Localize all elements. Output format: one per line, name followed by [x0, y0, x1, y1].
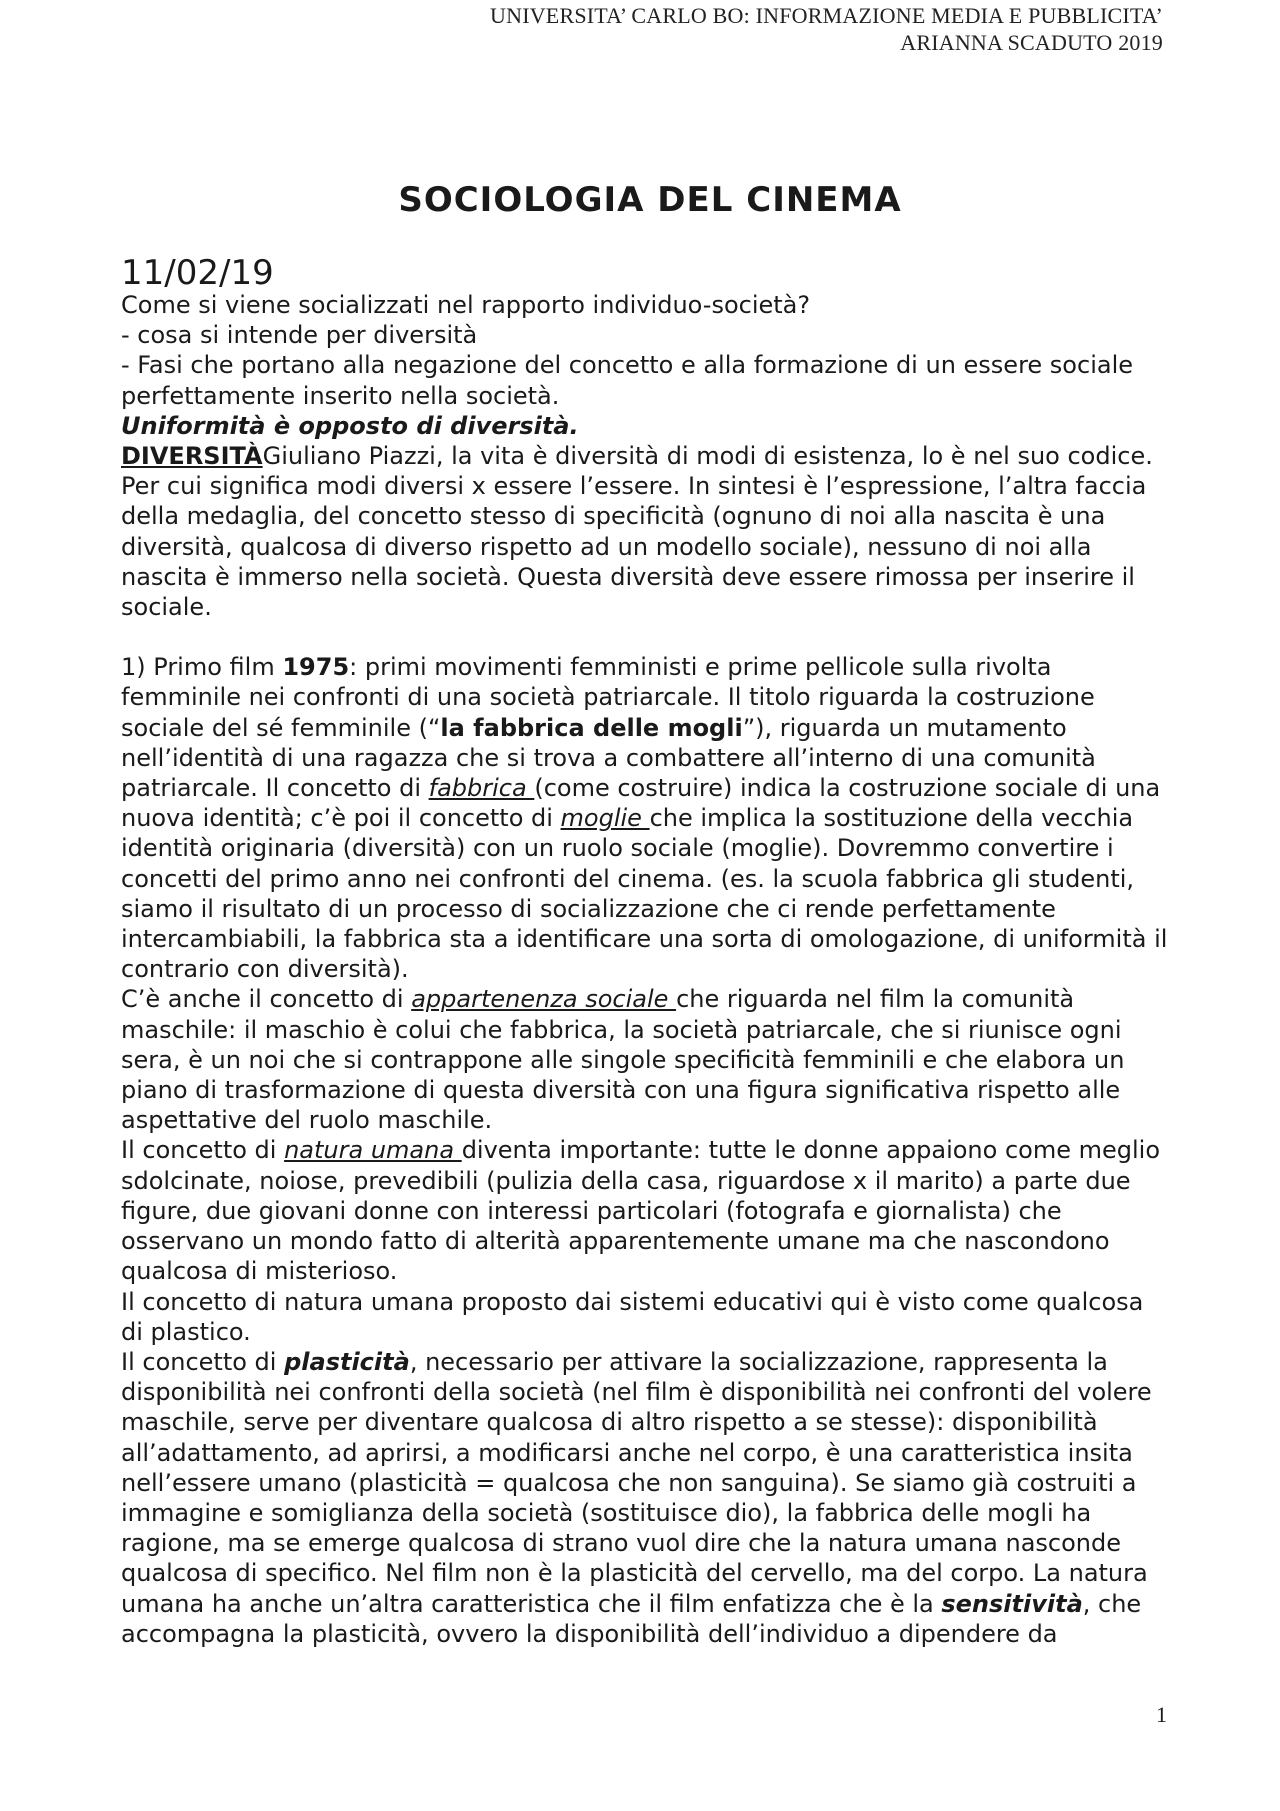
natura-umana-paragraph [121, 1135, 1171, 1286]
intro-point-1: - cosa si intende per diversità [121, 321, 478, 350]
page-header [490, 2, 1163, 56]
diversity-paragraph [121, 441, 1171, 622]
term-sensitivita: sensitività [941, 1589, 1083, 1618]
page-number: 1 [1156, 1702, 1167, 1727]
document-title: SOCIOLOGIA DEL CINEMA [398, 180, 902, 220]
appartenenza-paragraph [121, 984, 1171, 1135]
intro-question: Come si viene socializzati nel rapporto individuo-società? [121, 291, 811, 319]
paragraph-gap [121, 622, 1171, 652]
text-run: C’è anche il concetto di [121, 985, 412, 1014]
text-run: diventa importante: tutte le donne appaiono come meglio sdolcinate, noiose, prevedibili (pulizia della casa, riguardose x il marito) a parte due figure, due giovani donne con interessi particolari (fotografa e giornalista) che osservano un mondo fatto di alterità apparentemente umane ma che nascondono qualcosa di misterioso. [121, 1136, 1161, 1286]
plasticita-paragraph [121, 1347, 1171, 1649]
uniformity-statement: Uniformità è opposto di diversità. [121, 411, 579, 440]
header-university: UNIVERSITA’ CARLO BO: INFORMAZIONE MEDIA E PUBBLICITA’ [490, 3, 1163, 28]
film-paragraph [121, 652, 1171, 984]
text-run: , necessario per attivare la socializzazione, rappresenta la disponibilità nei confronti della società (nel film è disponibilità nei confronti del volere maschile, serve per diventare qualcosa di altro rispetto a se stesse): disponibilità all’adattamento, ad aprirsi, a modificarsi anche nel corpo, è una caratteristica insita nell’essere umano (plasticità = qualcosa che non sanguina). Se siamo già costruiti a immagine e somiglianza della società (sostituisce dio), la fabbrica delle mogli ha ragione, ma se emerge qualcosa di strano vuol dire che la natura umana nasconde qualcosa di specifico. Nel film non è la plasticità del cervello, ma del corpo. La natura umana ha anche un’altra caratteristica che il film enfatizza che è la [121, 1347, 1152, 1618]
text-run: ”), riguarda un mutamento nell’identità di una ragazza che si trova a combattere all’interno di una comunità patriarcale. Il concetto di [121, 713, 1096, 803]
diversity-text: Giuliano Piazzi, la vita è diversità di modi di esistenza, lo è nel suo codice. Per cui significa modi diversi x essere l’essere. In sintesi è l’espressione, l’altra faccia della medaglia, del concetto stesso di specificità (ognuno di noi alla nascita è una diversità, qualcosa di diverso rispetto ad un modello sociale), nessuno di noi alla nascita è immerso nella società. Questa diversità deve essere rimossa per inserire il sociale. [121, 442, 1153, 622]
text-run: che riguarda nel film la comunità maschile: il maschio è colui che fabbrica, la società patriarcale, che si riunisce ogni sera, è un noi che si contrappone alle singole specificità femminili e che elabora un piano di trasformazione di questa diversità con una figura significativa rispetto alle aspettative del ruolo maschile. [121, 985, 1125, 1135]
header-author: ARIANNA SCADUTO 2019 [900, 30, 1163, 55]
film-title: la fabbrica delle mogli [440, 713, 743, 742]
term-fabbrica: fabbrica [428, 774, 535, 803]
text-run: che implica la sostituzione della vecchia identità originaria (diversità) con un ruolo sociale (moglie). Dovremmo convertire i concetti del primo anno nei confronti del cinema. (es. la scuola fabbrica gli studenti, siamo il risultato di un processo di socializzazione che ci rende perfettamente intercambiabili, la fabbrica sta a identificare una sorta di omologazione, di uniformità il contrario con diversità). [121, 804, 1168, 984]
text-run: (come costruire) indica la costruzione sociale di una nuova identità; c’è poi il concetto di [121, 774, 1161, 833]
text-run: : primi movimenti femministi e prime pellicole sulla rivolta femminile nei confronti di una società patriarcale. Il titolo riguarda la costruzione sociale del sé femminile (“ [121, 653, 1095, 742]
text-run: Il concetto di [121, 1347, 285, 1376]
lecture-date: 11/02/19 [121, 253, 274, 293]
intro-point-2: - Fasi che portano alla negazione del concetto e alla formazione di un essere sociale perfettamente inserito nella società. [121, 351, 1133, 410]
film-year: 1975 [282, 653, 350, 682]
plastic-paragraph: Il concetto di natura umana proposto dai sistemi educativi qui è visto come qualcosa di plastico. [121, 1287, 1144, 1346]
term-natura-umana: natura umana [284, 1136, 462, 1165]
diversity-term: DIVERSITÀ [121, 442, 263, 471]
text-run: Il concetto di [121, 1136, 285, 1165]
document-body [121, 250, 1171, 1649]
term-appartenenza-sociale: appartenenza sociale [411, 985, 677, 1014]
term-moglie: moglie [560, 804, 650, 833]
text-run: 1) Primo film [121, 653, 283, 682]
text-run: , che accompagna la plasticità, ovvero la disponibilità dell’individuo a dipendere da [121, 1589, 1142, 1648]
term-plasticita: plasticità [284, 1347, 410, 1376]
